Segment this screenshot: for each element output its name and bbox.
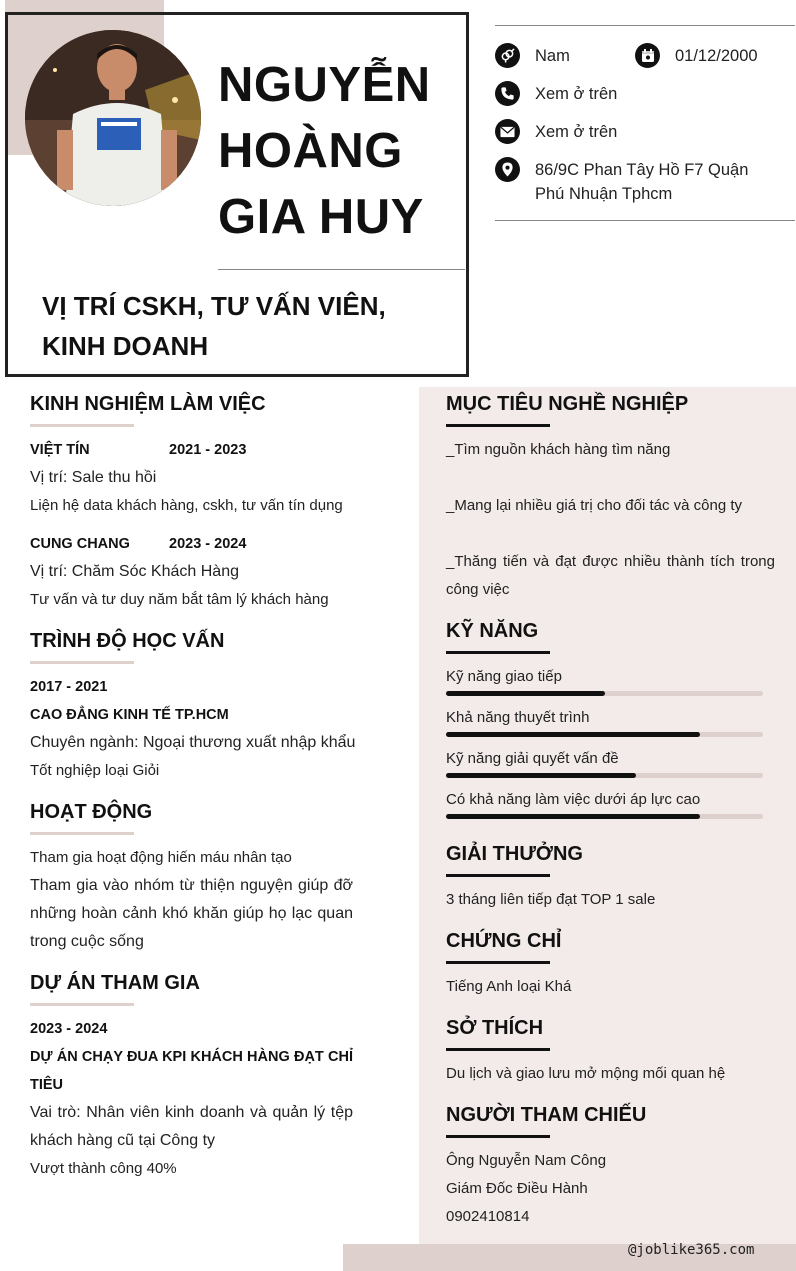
gender-icon (495, 43, 520, 68)
education-title: TRÌNH ĐỘ HỌC VẤN (30, 630, 225, 652)
phone-icon (495, 81, 520, 106)
exp-2-desc: Tư vấn và tư duy năm bắt tâm lý khách hàng (30, 591, 329, 608)
award-text: 3 tháng liên tiếp đạt TOP 1 sale (446, 891, 656, 908)
position-line-1: VỊ TRÍ CSKH, TƯ VẤN VIÊN, (42, 291, 386, 321)
exp-1-period: 2021 - 2023 (169, 442, 247, 458)
calendar-icon (635, 43, 660, 68)
skills-title: KỸ NĂNG (446, 620, 539, 642)
email-icon (495, 119, 520, 144)
objective-3: _Thăng tiến và đạt được nhiều thành tích trong công việc (446, 553, 775, 598)
skill-1-name: Kỹ năng giao tiếp (446, 668, 562, 685)
skill-4-fill (446, 814, 700, 819)
awards-title: GIẢI THƯỞNG (446, 843, 583, 865)
exp-1-company: VIỆT TÍN (30, 442, 90, 458)
job-position (42, 286, 442, 366)
certificates-title-underline (446, 961, 550, 964)
awards-title-underline (446, 874, 550, 877)
projects-title-underline (30, 1003, 134, 1006)
phone-value: Xem ở trên (535, 85, 618, 103)
full-name (218, 52, 463, 250)
reference-phone: 0902410814 (446, 1208, 530, 1225)
skill-3-bar (446, 773, 763, 778)
email-value: Xem ở trên (535, 123, 618, 141)
certificates-title: CHỨNG CHỈ (446, 930, 562, 952)
objective-2: _Mang lại nhiều giá trị cho đối tác và công ty (446, 497, 743, 514)
reference-name: Ông Nguyễn Nam Công (446, 1152, 607, 1169)
certificate-text: Tiếng Anh loại Khá (446, 978, 572, 995)
project-name: DỰ ÁN CHẠY ĐUA KPI KHÁCH HÀNG ĐẠT CHỈ TIÊU (30, 1049, 353, 1093)
skill-4-bar (446, 814, 763, 819)
dob-value: 01/12/2000 (675, 47, 758, 65)
project-role: Vai trò: Nhân viên kinh doanh và quản lý tệp khách hàng cũ tại Công ty (30, 1104, 353, 1149)
name-line-3: GIA HUY (218, 190, 424, 244)
exp-1-role: Vị trí: Sale thu hồi (30, 469, 157, 486)
hobbies-title-underline (446, 1048, 550, 1051)
position-line-2: KINH DOANH (42, 331, 209, 361)
references-title-underline (446, 1135, 550, 1138)
projects-title: DỰ ÁN THAM GIA (30, 972, 200, 994)
activity-1: Tham gia hoạt động hiến máu nhân tạo (30, 849, 292, 866)
location-icon (495, 157, 520, 182)
education-period: 2017 - 2021 (30, 679, 108, 695)
activities-title-underline (30, 832, 134, 835)
skill-2-fill (446, 732, 700, 737)
hobby-text: Du lịch và giao lưu mở mộng mối quan hệ (446, 1065, 726, 1082)
name-line-2: HOÀNG (218, 124, 403, 178)
skill-1-fill (446, 691, 605, 696)
objective-title: MỤC TIÊU NGHỀ NGHIỆP (446, 393, 689, 415)
experience-title-underline (30, 424, 134, 427)
exp-2-company: CUNG CHANG (30, 536, 130, 552)
skill-4-name: Có khả năng làm việc dưới áp lực cao (446, 791, 701, 808)
name-line-1: NGUYỄN (218, 58, 431, 112)
hobbies-title: SỞ THÍCH (446, 1017, 544, 1039)
skill-1-bar (446, 691, 763, 696)
project-period: 2023 - 2024 (30, 1021, 108, 1037)
education-major: Chuyên ngành: Ngoại thương xuất nhập khẩu (30, 734, 356, 751)
experience-title: KINH NGHIỆM LÀM VIỆC (30, 393, 266, 415)
gender-value: Nam (535, 47, 570, 65)
address-line-2: Phú Nhuận Tphcm (535, 185, 673, 203)
exp-2-period: 2023 - 2024 (169, 536, 247, 552)
skill-3-name: Kỹ năng giải quyết vấn đề (446, 750, 619, 767)
education-title-underline (30, 661, 134, 664)
activities-title: HOẠT ĐỘNG (30, 801, 153, 823)
education-result: Tốt nghiệp loại Giỏi (30, 762, 160, 779)
skill-2-name: Khả năng thuyết trình (446, 709, 590, 726)
activity-2: Tham gia vào nhóm từ thiện nguyện giúp đỡ những hoàn cảnh khó khăn giúp họ lạc quan trong cuộc sống (30, 877, 353, 950)
references-title: NGƯỜI THAM CHIẾU (446, 1104, 647, 1126)
project-result: Vượt thành công 40% (30, 1160, 177, 1177)
exp-1-desc: Liện hệ data khách hàng, cskh, tư vấn tín dụng (30, 497, 343, 514)
skills-title-underline (446, 651, 550, 654)
skill-2-bar (446, 732, 763, 737)
education-school: CAO ĐẲNG KINH TẾ TP.HCM (30, 707, 229, 723)
exp-2-role: Vị trí: Chăm Sóc Khách Hàng (30, 563, 239, 580)
watermark-text: @joblike365.com (628, 1242, 755, 1258)
header-divider (218, 269, 465, 270)
profile-photo (25, 30, 201, 206)
skill-3-fill (446, 773, 636, 778)
objective-title-underline (446, 424, 550, 427)
address-value (535, 158, 748, 206)
objective-1: _Tìm nguồn khách hàng tìm năng (446, 441, 671, 458)
contact-info (495, 25, 795, 221)
address-line-1: 86/9C Phan Tây Hồ F7 Quận (535, 161, 749, 179)
reference-position: Giám Đốc Điều Hành (446, 1180, 588, 1197)
